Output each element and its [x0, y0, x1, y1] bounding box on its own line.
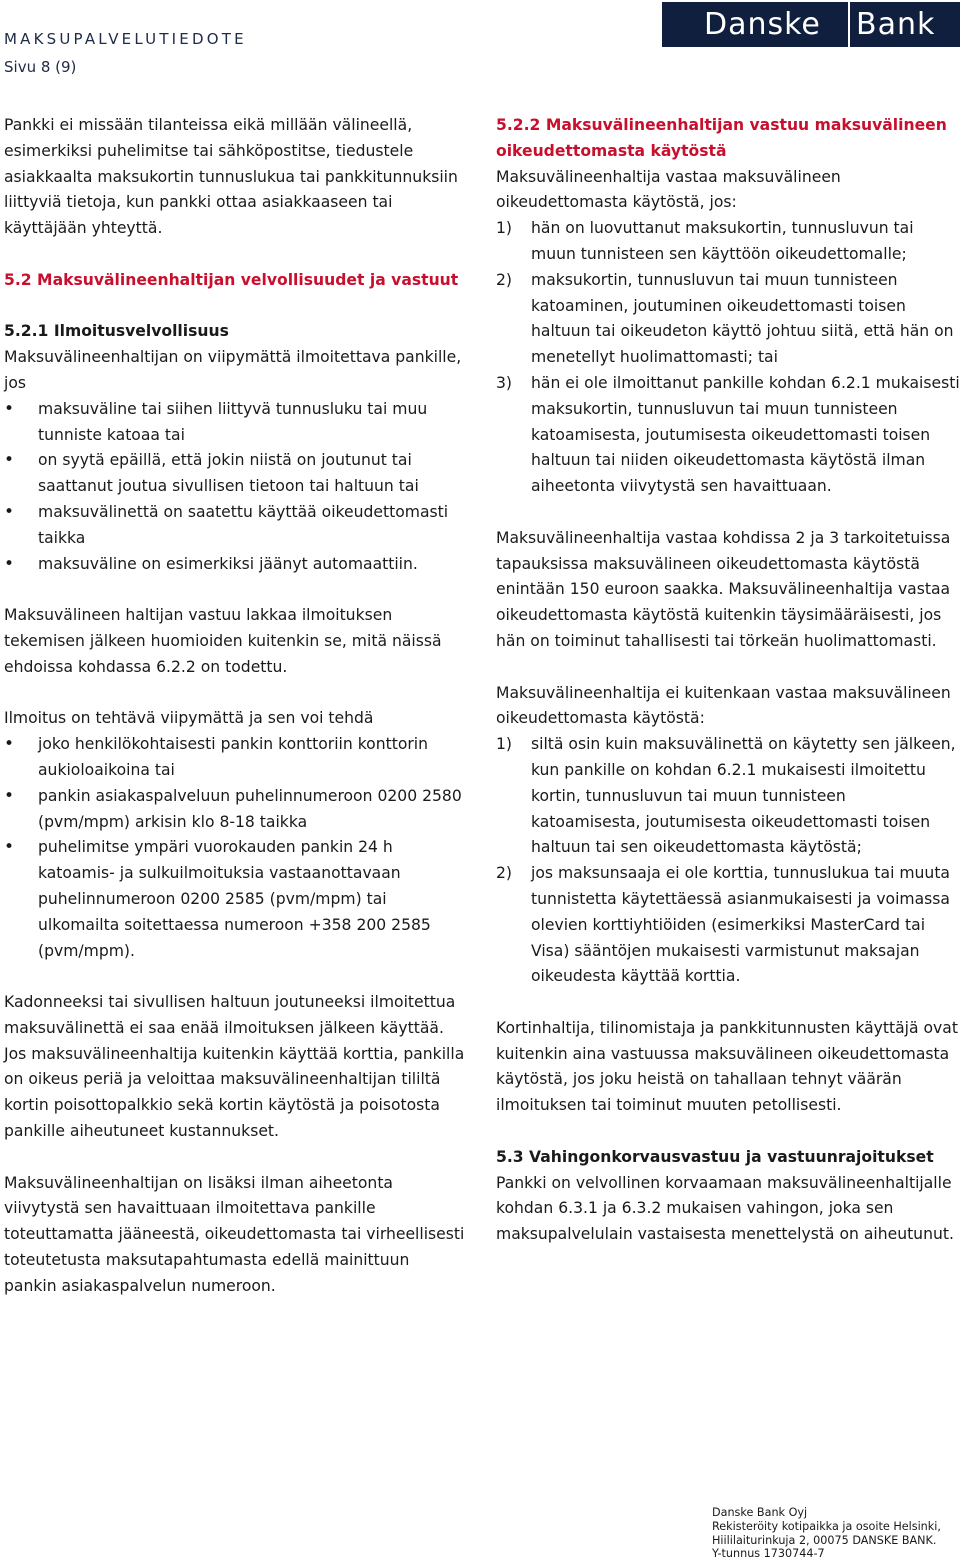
list-item: • maksuväline tai siihen liittyvä tunnusluku tai muu tunniste katoaa tai [4, 397, 466, 449]
paragraph: Kadonneeksi tai sivullisen haltuun joutuneeksi ilmoitettua maksuvälinettä ei saa enää ilmoituksen jälkeen käyttää. Jos maksuvälineenhaltija kuitenkin käyttää korttia, pankilla on oikeus periä ja veloittaa maksuvälineenhaltijan tililtä kortin poisottopalkkio sekä kortin käytöstä ja poisotosta pankille aiheutuneet kustannukset. [4, 993, 465, 1141]
logo-word-bank: Bank [850, 2, 960, 47]
list-item: • puhelimitse ympäri vuorokauden pankin 24 h katoamis- ja sulkuilmoituksia vastaanottavaan puhelinnumeroon 0200 2585 (pvm/mpm) tai ulkomailta soitettaessa numeroon +358 200 2585 (pvm/mpm). [4, 835, 466, 964]
list-text: maksukortin, tunnusluvun tai muun tunnisteen katoaminen, joutuminen oikeudettomasti toisen haltuun tai oikeudeton käyttö johtuu siitä, että hän on menetellyt huolimattomasti; tai [531, 270, 954, 367]
list-item: • pankin asiakaspalveluun puhelinnumeroon 0200 2580 (pvm/mpm) arkisin klo 8-18 taikka [4, 784, 466, 836]
section-heading-5-2-1: 5.2.1 Ilmoitusvelvollisuus [4, 322, 229, 341]
list-item: • on syytä epäillä, että jokin niistä on joutunut tai saattanut joutua sivullisen tietoon tai haltuun tai [4, 448, 466, 500]
list-number: 1) [496, 219, 513, 238]
section-heading-5-2-2: 5.2.2 Maksuvälineenhaltijan vastuu maksuvälineen oikeudettomasta käytöstä [496, 116, 947, 160]
paragraph: Ilmoitus on tehtävä viipymättä ja sen voi tehdä [4, 709, 374, 728]
footer-line: Danske Bank Oyj [712, 1506, 808, 1519]
list-text: hän ei ole ilmoittanut pankille kohdan 6.2.1 mukaisesti maksukortin, tunnusluvun tai muun tunnisteen katoamisesta, joutumisesta oikeudettomasti toisen haltuun tai niiden oikeudettomasta käytöstä ilman aiheetonta viivytystä sen havaittuaan. [531, 373, 960, 496]
logo-word-danske: Danske [662, 2, 848, 47]
footer-line: Y-tunnus 1730744-7 [712, 1547, 825, 1561]
company-footer [712, 1506, 941, 1561]
list-item: • joko henkilökohtaisesti pankin konttoriin konttorin aukioloaikoina tai [4, 732, 466, 784]
paragraph: Pankki on velvollinen korvaamaan maksuvälineenhaltijalle kohdan 6.3.1 ja 6.3.2 mukaisen vahingon, joka sen maksupalvelulain vastaisesta menettelystä on aiheutunut. [496, 1173, 954, 1244]
list-item: • maksuvälinettä on saatettu käyttää oikeudettomasti taikka [4, 500, 466, 552]
numbered-list [496, 732, 960, 990]
list-item [496, 732, 960, 861]
list-item [496, 371, 960, 500]
paragraph: Maksuvälineenhaltija vastaa kohdissa 2 ja 3 tarkoitetuissa tapauksissa maksuvälineen oikeudettomasta käytöstä enintään 150 euroon saakka. Maksuvälineenhaltija vastaa oikeudettomasta käytöstä kuitenkin täysimääräisesti, jos hän on toiminut tahallisesti tai törkeän huolimattomasti. [496, 528, 951, 650]
list-number: 2) [496, 864, 513, 883]
list-number: 3) [496, 373, 513, 392]
paragraph: Kortinhaltija, tilinomistaja ja pankkitunnusten käyttäjä ovat kuitenkin aina vastuussa maksuvälineen oikeudettomasta käytöstä, jos joku heistä on tahallaan tehnyt väärän ilmoituksen tai toiminut muuten petollisesti. [496, 1018, 958, 1115]
list-number: 2) [496, 270, 513, 289]
footer-line: Rekisteröity kotipaikka ja osoite Helsinki, [712, 1519, 941, 1533]
paragraph: Maksuvälineenhaltija vastaa maksuvälineen oikeudettomasta käytöstä, jos: [496, 167, 841, 212]
paragraph: Maksuvälineenhaltija ei kuitenkaan vastaa maksuvälineen oikeudettomasta käytöstä: [496, 683, 951, 728]
bullet-list [4, 397, 466, 578]
paragraph: Maksuvälineen haltijan vastuu lakkaa ilmoituksen tekemisen jälkeen huomioiden kuitenkin se, mitä näissä ehdoissa kohdassa 6.2.2 on todettu. [4, 606, 442, 676]
section-heading-5-3: 5.3 Vahingonkorvausvastuu ja vastuunrajoitukset [496, 1147, 934, 1166]
paragraph: Maksuvälineenhaltijan on viipymättä ilmoitettava pankille, jos [4, 348, 462, 392]
list-text: jos maksunsaaja ei ole korttia, tunnuslukua tai muuta tunnistetta käytettäessä asianmukaisesti ja voimassa olevien korttiyhtiöiden (esimerkiksi MasterCard tai Visa) sääntöjen mukaisesti varmistunut maksajan oikeudesta käyttää korttia. [531, 864, 950, 986]
footer-line: Hiililaiturinkuja 2, 00075 DANSKE BANK. [712, 1533, 937, 1547]
list-item [496, 216, 960, 268]
page-number: Sivu 8 (9) [4, 58, 77, 76]
document-title: MAKSUPALVELUTIEDOTE [4, 30, 247, 48]
right-column [496, 113, 960, 1248]
list-item [496, 861, 960, 990]
danske-bank-logo [662, 2, 960, 47]
left-column [4, 113, 466, 1300]
bullet-list [4, 732, 466, 964]
list-text: hän on luovuttanut maksukortin, tunnusluvun tai muun tunnisteen sen käyttöön oikeudettomalle; [531, 219, 914, 263]
list-item [496, 268, 960, 371]
intro-paragraph: Pankki ei missään tilanteissa eikä millään välineellä, esimerkiksi puhelimitse tai sähköpostitse, tiedustele asiakkaalta maksukortin tunnuslukua tai pankkitunnuksiin liittyviä tietoja, kun pankki ottaa asiakkaaseen tai käyttäjään yhteyttä. [4, 116, 458, 238]
list-item: • maksuväline on esimerkiksi jäänyt automaattiin. [4, 552, 466, 578]
numbered-list [496, 216, 960, 500]
list-text: siltä osin kuin maksuvälinettä on käytetty sen jälkeen, kun pankille on kohdan 6.2.1 mukaisesti ilmoitettu kortin, tunnusluvun tai muun tunnisteen katoamisesta, joutumisesta oikeudettomasti toisen haltuun tai sen oikeudettomasta käytöstä; [531, 735, 956, 857]
list-number: 1) [496, 735, 513, 754]
paragraph: Maksuvälineenhaltijan on lisäksi ilman aiheetonta viivytystä sen havaittuaan ilmoitettava pankille toteuttamatta jääneestä, oikeudettomasta tai virheellisesti toteutetusta maksutapahtumasta edellä mainittuun pankin asiakaspalvelun numeroon. [4, 1173, 465, 1295]
section-heading-5-2: 5.2 Maksuvälineenhaltijan velvollisuudet ja vastuut [4, 270, 459, 289]
